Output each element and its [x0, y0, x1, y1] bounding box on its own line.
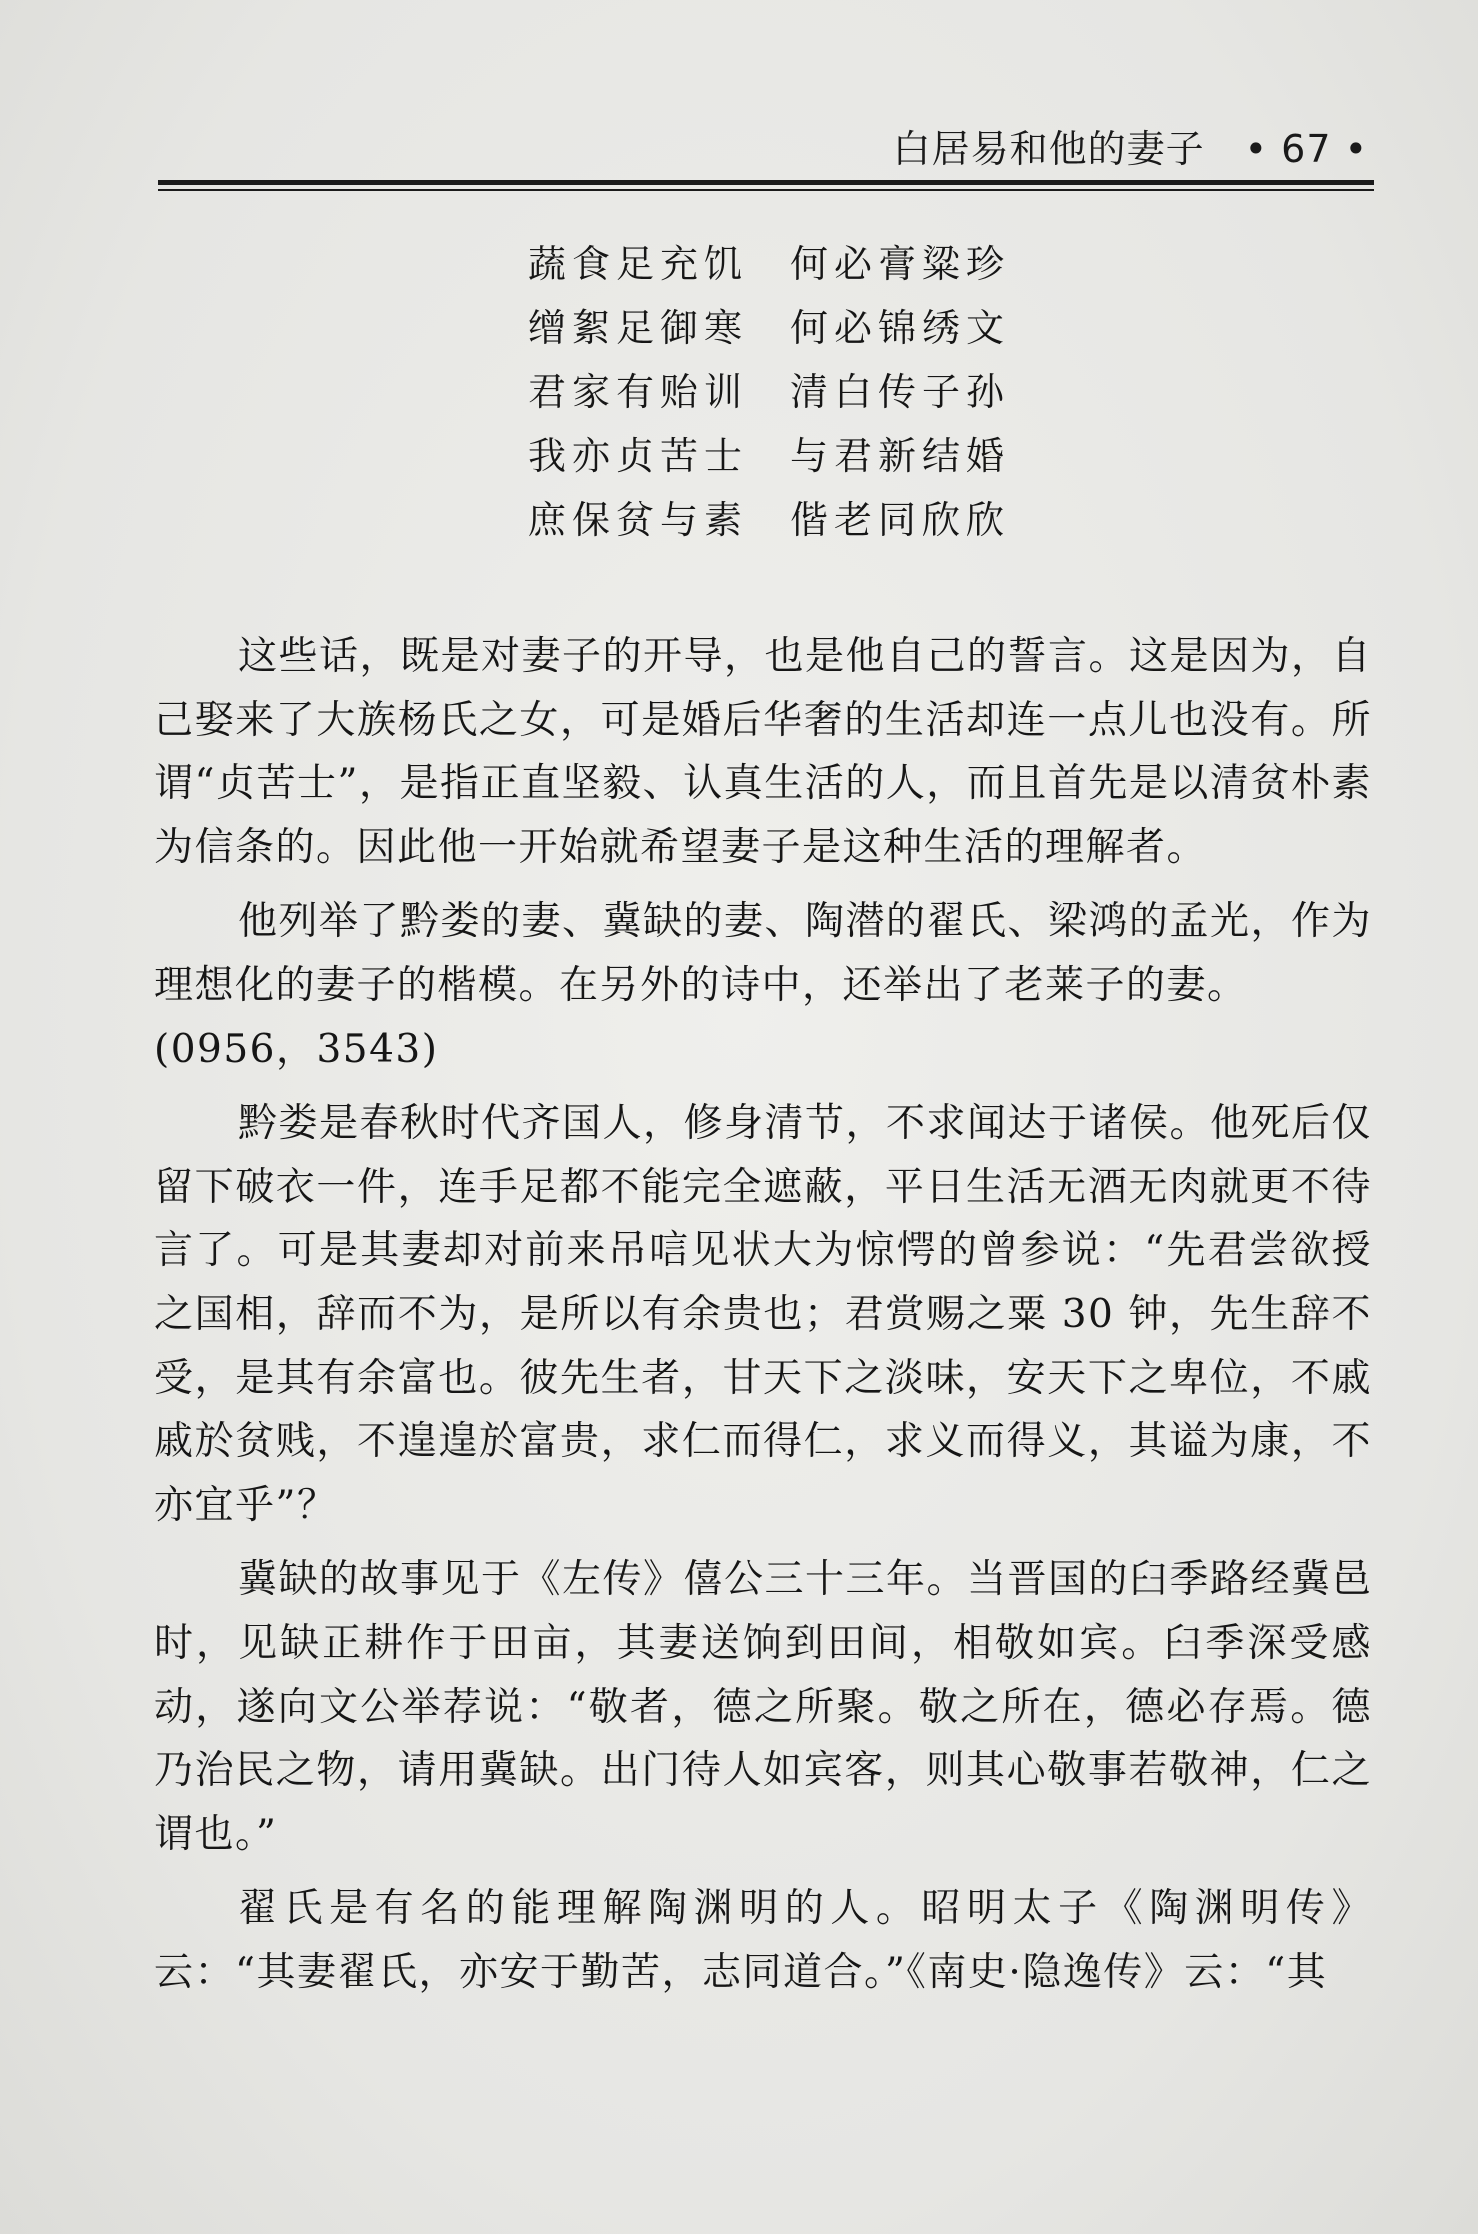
running-header — [893, 118, 1368, 173]
poem-line-first-half: 我亦贞苦士 — [528, 434, 749, 478]
paragraph-model-wives-text: 他列举了黔娄的妻、冀缺的妻、陶潜的翟氏、梁鸿的孟光，作为理想化的妻子的楷模。在另外的诗中，还举出了老莱子的妻。 — [154, 899, 1373, 1008]
paragraph-qianlou: 黔娄是春秋时代齐国人，修身清节，不求闻达于诸侯。他死后仅留下破衣一件，连手足都不能完全遮蔽，平日生活无酒无肉就更不待言了。可是其妻却对前来吊唁见状大为惊愕的曾参说：“先君尝欲授之国相，辞而不为，是所以有余贵也；君赏赐之粟 30 钟，先生辞不受，是其有余富也。彼先生者，甘天下之淡味，安天下之卑位，不戚戚於贫贱，不遑遑於富贵，求仁而得仁，求义而得义，其谥为康，不亦宜乎”？ — [154, 1101, 1373, 1528]
paragraph-model-wives — [154, 890, 1372, 1081]
paragraph-vows: 这些话，既是对妻子的开导，也是他自己的誓言。这是因为，自己娶来了大族杨氏之女，可是婚后华奢的生活却连一点儿也没有。所谓“贞苦士”，是指正直坚毅、认真生活的人，而且首先是以清贫朴素为信条的。因此他一开始就希望妻子是这种生活的理解者。 — [154, 634, 1373, 870]
poem-line — [528, 488, 1010, 552]
paragraph-zhai-shi: 翟氏是有名的能理解陶渊明的人。昭明太子《陶渊明传》云：“其妻翟氏，亦安于勤苦，志同道合。”《南史·隐逸传》云：“其 — [154, 1886, 1372, 1995]
body-text — [154, 625, 1372, 2015]
poem-line — [528, 424, 1010, 488]
poem-line — [528, 296, 1010, 360]
citation: (0956，3543) — [154, 1026, 439, 1072]
poem-line-second-half: 何必膏粱珍 — [790, 242, 1011, 286]
poem-line-first-half: 君家有贻训 — [528, 370, 749, 414]
poem-line-second-half: 偕老同欣欣 — [790, 498, 1011, 542]
header-rule-thick — [158, 180, 1374, 185]
poem-line-first-half: 缯絮足御寒 — [528, 306, 749, 350]
header-rule-thin — [158, 189, 1374, 191]
poem-line-second-half: 与君新结婚 — [790, 434, 1011, 478]
poem-line-second-half: 清白传子孙 — [790, 370, 1011, 414]
poem-line — [528, 232, 1010, 296]
paragraph-jique: 冀缺的故事见于《左传》僖公三十三年。当晋国的臼季路经冀邑时，见缺正耕作于田亩，其妻送饷到田间，相敬如宾。臼季深受感动，遂向文公举荐说：“敬者，德之所聚。敬之所在，德必存焉。德乃治民之物，请用冀缺。出门待人如宾客，则其心敬事若敬神，仁之谓也。” — [154, 1557, 1373, 1857]
poem-line — [528, 360, 1010, 424]
page-number: • 67 • — [1244, 127, 1368, 171]
poem-line-first-half: 庶保贫与素 — [528, 498, 749, 542]
poem-block — [528, 232, 1010, 552]
poem-line-second-half: 何必锦绣文 — [790, 306, 1011, 350]
chapter-title: 白居易和他的妻子 — [892, 127, 1205, 171]
poem-line-first-half: 蔬食足充饥 — [528, 242, 749, 286]
